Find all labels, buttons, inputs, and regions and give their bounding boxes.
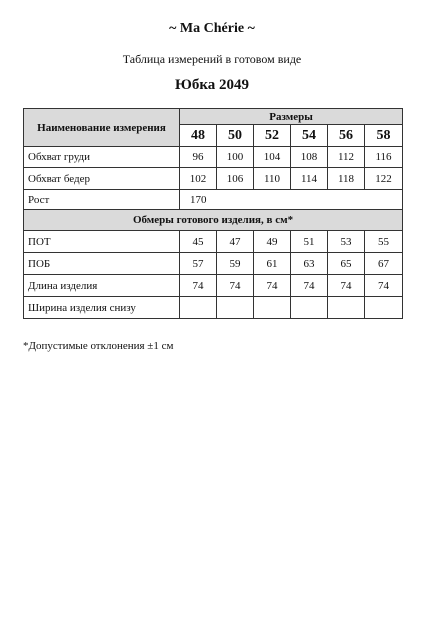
table-cell: 74 [217, 275, 254, 297]
table-cell: 47 [217, 231, 254, 253]
tolerance-footnote: *Допустимые отклонения ±1 см [23, 340, 174, 352]
table-cell: 104 [254, 147, 291, 168]
table-cell: 118 [328, 168, 365, 190]
table-cell: 114 [291, 168, 328, 190]
table-cell: 102 [180, 168, 217, 190]
brand-title: ~ Ma Chérie ~ [169, 21, 255, 36]
size-table [23, 108, 403, 319]
table-cell [328, 297, 365, 319]
table-cell: 108 [291, 147, 328, 168]
table-cell: 55 [365, 231, 403, 253]
table-row [24, 275, 403, 297]
table-cell: 53 [328, 231, 365, 253]
table-cell [217, 297, 254, 319]
row-label: ПОБ [24, 253, 180, 275]
table-cell: 57 [180, 253, 217, 275]
table-cell: 65 [328, 253, 365, 275]
product-title: Юбка 2049 [174, 77, 250, 93]
row-label: Обхват груди [24, 147, 180, 168]
row-label: Ширина изделия снизу [24, 297, 180, 319]
table-cell: 74 [291, 275, 328, 297]
row-label: Рост [24, 190, 180, 210]
table-cell: 61 [254, 253, 291, 275]
table-header-row [24, 109, 403, 125]
table-cell: 74 [254, 275, 291, 297]
table-cell: 74 [365, 275, 403, 297]
table-cell: 100 [217, 147, 254, 168]
table-cell [180, 297, 217, 319]
growth-value: 170 [180, 190, 403, 210]
table-cell: 112 [328, 147, 365, 168]
table-cell [254, 297, 291, 319]
measurement-name-header: Наименование измерения [24, 109, 180, 147]
table-row [24, 253, 403, 275]
table-cell: 67 [365, 253, 403, 275]
table-cell: 63 [291, 253, 328, 275]
table-cell: 122 [365, 168, 403, 190]
table-cell: 106 [217, 168, 254, 190]
table-row [24, 168, 403, 190]
table-cell: 45 [180, 231, 217, 253]
size-cell: 56 [328, 125, 365, 147]
size-cell: 58 [365, 125, 403, 147]
table-cell: 51 [291, 231, 328, 253]
section-row [24, 210, 403, 231]
table-cell: 74 [328, 275, 365, 297]
table-row [24, 147, 403, 168]
table-cell: 96 [180, 147, 217, 168]
size-cell: 48 [180, 125, 217, 147]
size-cell: 54 [291, 125, 328, 147]
row-label: Обхват бедер [24, 168, 180, 190]
table-cell: 110 [254, 168, 291, 190]
table-row [24, 231, 403, 253]
table-cell: 74 [180, 275, 217, 297]
page-subtitle: Таблица измерений в готовом виде [122, 52, 302, 66]
size-cell: 52 [254, 125, 291, 147]
table-row [24, 297, 403, 319]
table-cell [365, 297, 403, 319]
table-row [24, 190, 403, 210]
row-label: ПОТ [24, 231, 180, 253]
table-cell: 49 [254, 231, 291, 253]
sizes-header: Размеры [180, 109, 403, 125]
row-label: Длина изделия [24, 275, 180, 297]
size-cell: 50 [217, 125, 254, 147]
table-cell: 116 [365, 147, 403, 168]
table-cell: 59 [217, 253, 254, 275]
section-title: Обмеры готового изделия, в см* [24, 210, 403, 231]
table-cell [291, 297, 328, 319]
